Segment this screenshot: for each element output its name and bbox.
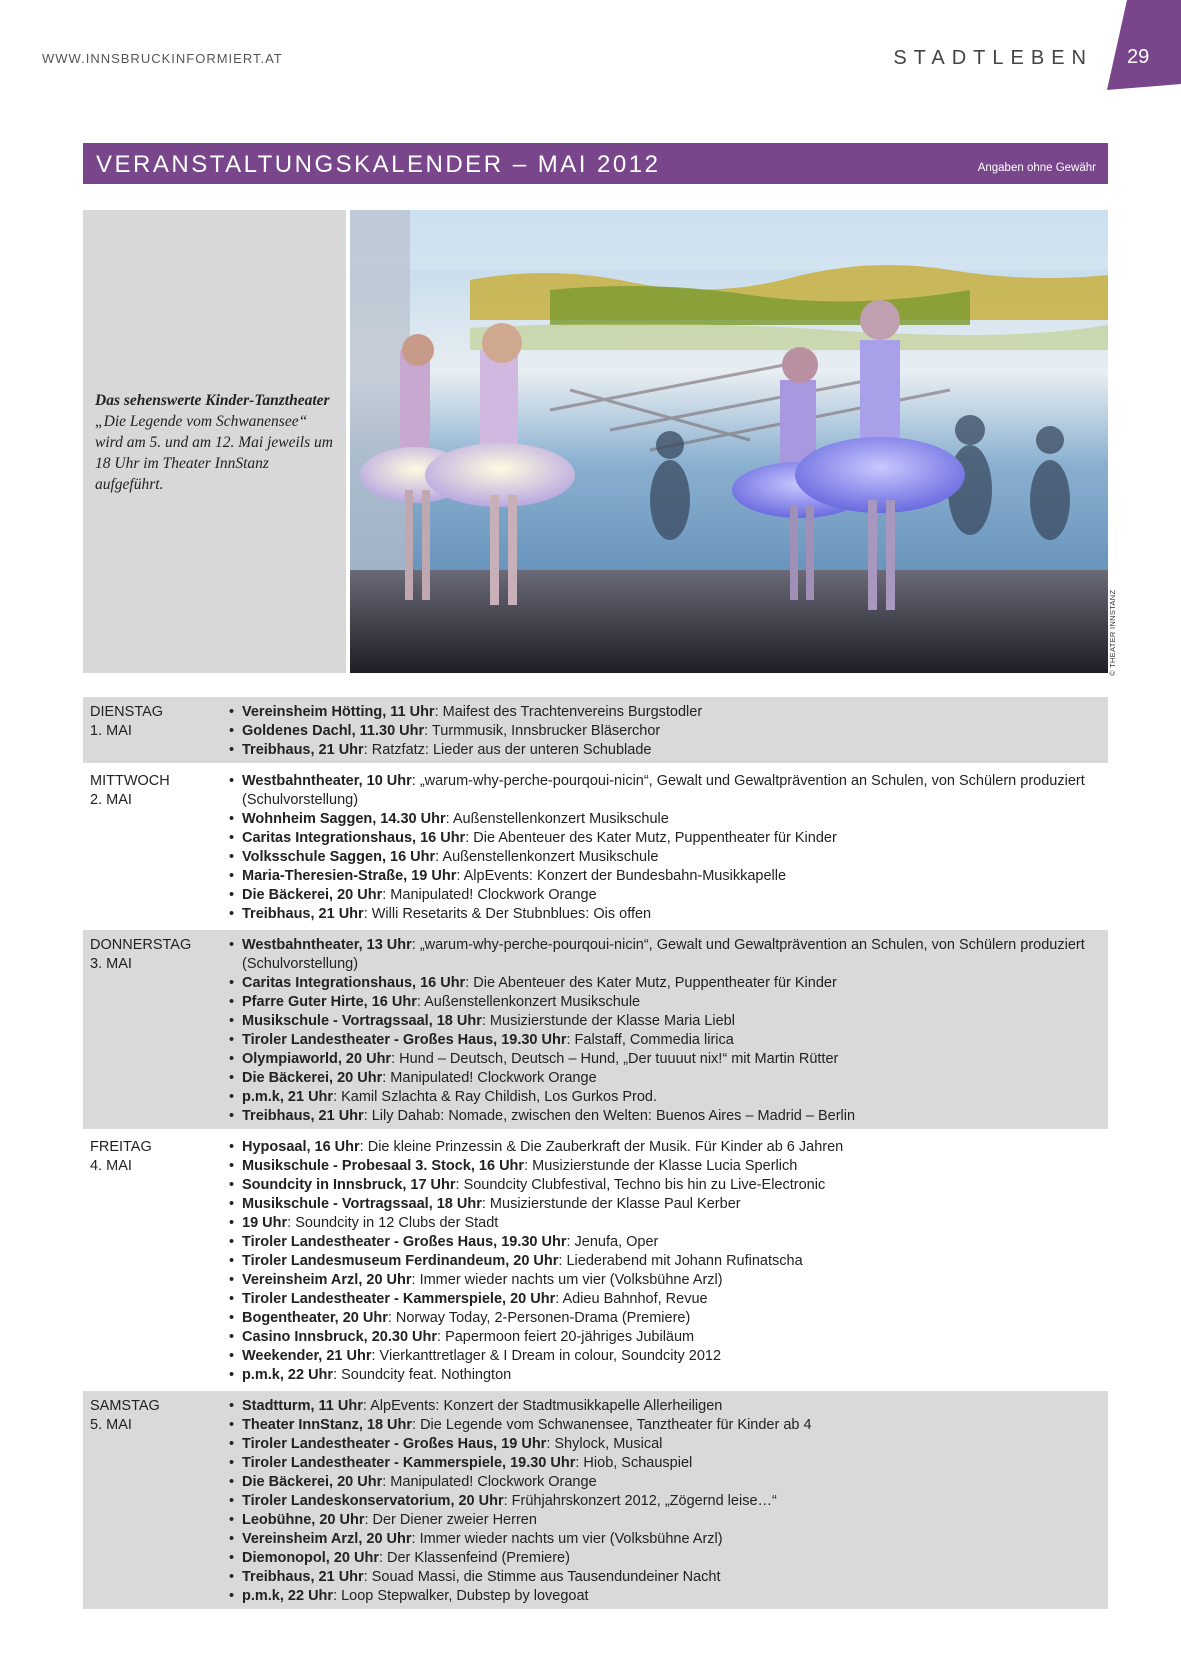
event-venue: Die Bäckerei, 20 Uhr bbox=[242, 1474, 383, 1490]
event-description: : Die Abenteuer des Kater Mutz, Puppentheater für Kinder bbox=[465, 830, 837, 846]
event-venue: Vereinsheim Arzl, 20 Uhr bbox=[242, 1531, 412, 1547]
event-item bbox=[225, 886, 1108, 905]
event-item bbox=[225, 1397, 1108, 1416]
event-item bbox=[225, 1473, 1108, 1492]
event-description: : Außenstellenkonzert Musikschule bbox=[435, 849, 659, 865]
event-venue: Soundcity in Innsbruck, 17 Uhr bbox=[242, 1177, 456, 1193]
event-venue: Theater InnStanz, 18 Uhr bbox=[242, 1417, 413, 1433]
event-item bbox=[225, 1088, 1108, 1107]
event-item bbox=[225, 1366, 1108, 1385]
photo-caption bbox=[95, 390, 335, 495]
event-item bbox=[225, 829, 1108, 848]
event-item bbox=[225, 1214, 1108, 1233]
event-venue: Hyposaal, 16 Uhr bbox=[242, 1139, 360, 1155]
day-row bbox=[83, 766, 1108, 927]
day-label bbox=[83, 1138, 225, 1385]
event-description: : Turmmusik, Innsbrucker Bläserchor bbox=[424, 723, 661, 739]
dance-photo bbox=[350, 210, 1108, 673]
event-venue: Tiroler Landesmuseum Ferdinandeum, 20 Uhr bbox=[242, 1253, 559, 1269]
event-item bbox=[225, 1138, 1108, 1157]
date: 2. MAI bbox=[90, 792, 132, 808]
event-venue: Bogentheater, 20 Uhr bbox=[242, 1310, 388, 1326]
weekday: SAMSTAG bbox=[90, 1398, 160, 1414]
event-description: : Kamil Szlachta & Ray Childish, Los Gurkos Prod. bbox=[333, 1089, 658, 1105]
event-venue: Leobühne, 20 Uhr bbox=[242, 1512, 365, 1528]
event-description: : Die Abenteuer des Kater Mutz, Puppentheater für Kinder bbox=[465, 975, 837, 991]
date: 1. MAI bbox=[90, 723, 132, 739]
event-description: : „warum-why-perche-pourqoui-nicin“, Gewalt und Gewaltprävention an Schulen, von Schülern produziert (Schulvorstellung) bbox=[242, 937, 1085, 972]
weekday: FREITAG bbox=[90, 1139, 152, 1155]
event-item bbox=[225, 1195, 1108, 1214]
event-item bbox=[225, 1549, 1108, 1568]
photo-caption-box bbox=[83, 210, 346, 673]
event-description: : Ratzfatz: Lieder aus der unteren Schublade bbox=[363, 742, 652, 758]
event-description: : Lily Dahab: Nomade, zwischen den Welten: Buenos Aires – Madrid – Berlin bbox=[363, 1108, 856, 1124]
event-item bbox=[225, 905, 1108, 924]
event-description: : „warum-why-perche-pourqoui-nicin“, Gewalt und Gewaltprävention an Schulen, von Schülern produziert (Schulvorstellung) bbox=[242, 773, 1085, 808]
event-item bbox=[225, 1176, 1108, 1195]
event-description: : Musizierstunde der Klasse Paul Kerber bbox=[481, 1196, 741, 1212]
event-description: : Manipulated! Clockwork Orange bbox=[382, 887, 597, 903]
event-description: : Hund – Deutsch, Deutsch – Hund, „Der tuuuut nix!“ mit Martin Rütter bbox=[391, 1051, 839, 1067]
event-venue: Caritas Integrationshaus, 16 Uhr bbox=[242, 975, 466, 991]
event-venue: Tiroler Landestheater - Kammerspiele, 19.30 Uhr bbox=[242, 1455, 576, 1471]
event-description: : Willi Resetarits & Der Stubnblues: Ois offen bbox=[363, 906, 652, 922]
event-description: : Maifest des Trachtenvereins Burgstodler bbox=[434, 704, 703, 720]
date: 4. MAI bbox=[90, 1158, 132, 1174]
event-venue: Olympiaworld, 20 Uhr bbox=[242, 1051, 392, 1067]
event-venue: Volksschule Saggen, 16 Uhr bbox=[242, 849, 436, 865]
day-label bbox=[83, 936, 225, 1126]
event-list bbox=[225, 1138, 1108, 1385]
event-venue: Maria-Theresien-Straße, 19 Uhr bbox=[242, 868, 457, 884]
event-description: : Die Legende vom Schwanensee, Tanztheater für Kinder ab 4 bbox=[412, 1417, 812, 1433]
calendar-banner bbox=[83, 143, 1108, 184]
event-description: : Vierkanttretlager & I Dream in colour, Soundcity 2012 bbox=[371, 1348, 722, 1364]
event-item bbox=[225, 974, 1108, 993]
event-venue: p.m.k, 22 Uhr bbox=[242, 1367, 334, 1383]
event-venue: Tiroler Landestheater - Großes Haus, 19.30 Uhr bbox=[242, 1032, 567, 1048]
event-item bbox=[225, 1416, 1108, 1435]
event-item bbox=[225, 1511, 1108, 1530]
event-venue: Tiroler Landestheater - Großes Haus, 19 Uhr bbox=[242, 1436, 547, 1452]
event-venue: p.m.k, 21 Uhr bbox=[242, 1089, 334, 1105]
caption-rest: „Die Legende vom Schwanensee“ wird am 5. und am 12. Mai jeweils um 18 Uhr im Theater InnStanz aufgeführt. bbox=[95, 413, 333, 493]
day-label bbox=[83, 772, 225, 924]
event-venue: Vereinsheim Hötting, 11 Uhr bbox=[242, 704, 435, 720]
event-item bbox=[225, 993, 1108, 1012]
site-url[interactable]: WWW.INNSBRUCKINFORMIERT.AT bbox=[42, 51, 283, 66]
event-description: : Soundcity feat. Nothington bbox=[333, 1367, 512, 1383]
day-row bbox=[83, 930, 1108, 1129]
event-venue: Diemonopol, 20 Uhr bbox=[242, 1550, 379, 1566]
event-venue: Treibhaus, 21 Uhr bbox=[242, 742, 364, 758]
event-item bbox=[225, 1107, 1108, 1126]
event-description: : Außenstellenkonzert Musikschule bbox=[445, 811, 669, 827]
event-venue: Musikschule - Vortragssaal, 18 Uhr bbox=[242, 1013, 482, 1029]
event-description: : Souad Massi, die Stimme aus Tausendundeiner Nacht bbox=[363, 1569, 721, 1585]
section-title: STADTLEBEN bbox=[893, 47, 1093, 69]
date: 5. MAI bbox=[90, 1417, 132, 1433]
day-label bbox=[83, 703, 225, 760]
event-venue: Westbahntheater, 13 Uhr bbox=[242, 937, 412, 953]
event-description: : Hiob, Schauspiel bbox=[575, 1455, 693, 1471]
event-venue: Musikschule - Vortragssaal, 18 Uhr bbox=[242, 1196, 482, 1212]
page-number-tab bbox=[1107, 0, 1181, 90]
event-venue: p.m.k, 22 Uhr bbox=[242, 1588, 334, 1604]
event-description: : Außenstellenkonzert Musikschule bbox=[416, 994, 641, 1010]
event-item bbox=[225, 1050, 1108, 1069]
event-item bbox=[225, 936, 1108, 974]
event-venue: Casino Innsbruck, 20.30 Uhr bbox=[242, 1329, 438, 1345]
event-description: : Papermoon feiert 20-jähriges Jubiläum bbox=[437, 1329, 695, 1345]
event-description: : Die kleine Prinzessin & Die Zauberkraft der Musik. Für Kinder ab 6 Jahren bbox=[359, 1139, 844, 1155]
event-item bbox=[225, 1587, 1108, 1606]
event-description: : AlpEvents: Konzert der Stadtmusikkapelle Allerheiligen bbox=[362, 1398, 723, 1414]
page-number: 29 bbox=[1127, 46, 1150, 68]
event-item bbox=[225, 1347, 1108, 1366]
event-venue: Goldenes Dachl, 11.30 Uhr bbox=[242, 723, 425, 739]
event-venue: Treibhaus, 21 Uhr bbox=[242, 906, 364, 922]
weekday: DIENSTAG bbox=[90, 704, 164, 720]
event-description: : Adieu Bahnhof, Revue bbox=[555, 1291, 708, 1307]
event-description: : Norway Today, 2-Personen-Drama (Premiere) bbox=[387, 1310, 691, 1326]
event-item bbox=[225, 1309, 1108, 1328]
event-item bbox=[225, 1328, 1108, 1347]
event-description: : Der Diener zweier Herren bbox=[364, 1512, 537, 1528]
day-row bbox=[83, 697, 1108, 763]
event-item bbox=[225, 810, 1108, 829]
event-venue: 19 Uhr bbox=[242, 1215, 288, 1231]
day-label bbox=[83, 1397, 225, 1606]
event-item bbox=[225, 772, 1108, 810]
event-venue: Stadtturm, 11 Uhr bbox=[242, 1398, 363, 1414]
event-venue: Tiroler Landestheater - Großes Haus, 19.30 Uhr bbox=[242, 1234, 567, 1250]
event-description: : Shylock, Musical bbox=[546, 1436, 663, 1452]
event-description: : Soundcity Clubfestival, Techno bis hin zu Live-Electronic bbox=[455, 1177, 826, 1193]
event-item bbox=[225, 703, 1108, 722]
event-list bbox=[225, 1397, 1108, 1606]
event-venue: Wohnheim Saggen, 14.30 Uhr bbox=[242, 811, 446, 827]
event-description: : Manipulated! Clockwork Orange bbox=[382, 1474, 597, 1490]
event-description: : Manipulated! Clockwork Orange bbox=[382, 1070, 597, 1086]
event-description: : Falstaff, Commedia lirica bbox=[566, 1032, 734, 1048]
event-item bbox=[225, 1568, 1108, 1587]
event-list bbox=[225, 772, 1108, 924]
event-description: : Jenufa, Oper bbox=[566, 1234, 659, 1250]
event-venue: Caritas Integrationshaus, 16 Uhr bbox=[242, 830, 466, 846]
disclaimer-note: Angaben ohne Gewähr bbox=[977, 162, 1096, 174]
calendar-title: VERANSTALTUNGSKALENDER – MAI 2012 bbox=[96, 151, 661, 178]
event-item bbox=[225, 848, 1108, 867]
event-description: : Frühjahrskonzert 2012, „Zögernd leise…“ bbox=[503, 1493, 777, 1509]
day-row bbox=[83, 1391, 1108, 1609]
weekday: MITTWOCH bbox=[90, 773, 170, 789]
event-description: : Der Klassenfeind (Premiere) bbox=[378, 1550, 570, 1566]
event-description: : Immer wieder nachts um vier (Volksbühne Arzl) bbox=[411, 1272, 723, 1288]
event-list bbox=[225, 936, 1108, 1126]
date: 3. MAI bbox=[90, 956, 132, 972]
event-venue: Musikschule - Probesaal 3. Stock, 16 Uhr bbox=[242, 1158, 525, 1174]
event-description: : Soundcity in 12 Clubs der Stadt bbox=[287, 1215, 499, 1231]
event-calendar bbox=[83, 697, 1108, 1612]
event-venue: Vereinsheim Arzl, 20 Uhr bbox=[242, 1272, 412, 1288]
event-venue: Pfarre Guter Hirte, 16 Uhr bbox=[242, 994, 417, 1010]
event-list bbox=[225, 703, 1108, 760]
event-item bbox=[225, 1252, 1108, 1271]
event-venue: Westbahntheater, 10 Uhr bbox=[242, 773, 412, 789]
caption-bold: Das sehenswerte Kinder-Tanztheater bbox=[95, 392, 330, 409]
event-item bbox=[225, 722, 1108, 741]
event-item bbox=[225, 1290, 1108, 1309]
event-description: : Musizierstunde der Klasse Lucia Sperlich bbox=[524, 1158, 798, 1174]
event-description: : Liederabend mit Johann Rufinatscha bbox=[558, 1253, 803, 1269]
weekday: DONNERSTAG bbox=[90, 937, 192, 953]
event-item bbox=[225, 1233, 1108, 1252]
event-description: : Loop Stepwalker, Dubstep by lovegoat bbox=[333, 1588, 589, 1604]
event-item bbox=[225, 1492, 1108, 1511]
event-venue: Tiroler Landeskonservatorium, 20 Uhr bbox=[242, 1493, 504, 1509]
event-item bbox=[225, 1069, 1108, 1088]
event-item bbox=[225, 1031, 1108, 1050]
event-description: : Musizierstunde der Klasse Maria Liebl bbox=[481, 1013, 735, 1029]
event-venue: Die Bäckerei, 20 Uhr bbox=[242, 1070, 383, 1086]
event-item bbox=[225, 1157, 1108, 1176]
event-item bbox=[225, 741, 1108, 760]
event-venue: Weekender, 21 Uhr bbox=[242, 1348, 372, 1364]
event-venue: Treibhaus, 21 Uhr bbox=[242, 1569, 364, 1585]
photo-credit: © THEATER INNSTANZ bbox=[1108, 589, 1117, 676]
event-item bbox=[225, 1271, 1108, 1290]
event-venue: Die Bäckerei, 20 Uhr bbox=[242, 887, 383, 903]
day-row bbox=[83, 1132, 1108, 1388]
event-item bbox=[225, 1530, 1108, 1549]
event-venue: Tiroler Landestheater - Kammerspiele, 20 Uhr bbox=[242, 1291, 556, 1307]
event-description: : AlpEvents: Konzert der Bundesbahn-Musikkapelle bbox=[456, 868, 787, 884]
event-item bbox=[225, 1454, 1108, 1473]
event-description: : Immer wieder nachts um vier (Volksbühne Arzl) bbox=[411, 1531, 723, 1547]
event-item bbox=[225, 867, 1108, 886]
event-item bbox=[225, 1435, 1108, 1454]
event-venue: Treibhaus, 21 Uhr bbox=[242, 1108, 364, 1124]
event-item bbox=[225, 1012, 1108, 1031]
